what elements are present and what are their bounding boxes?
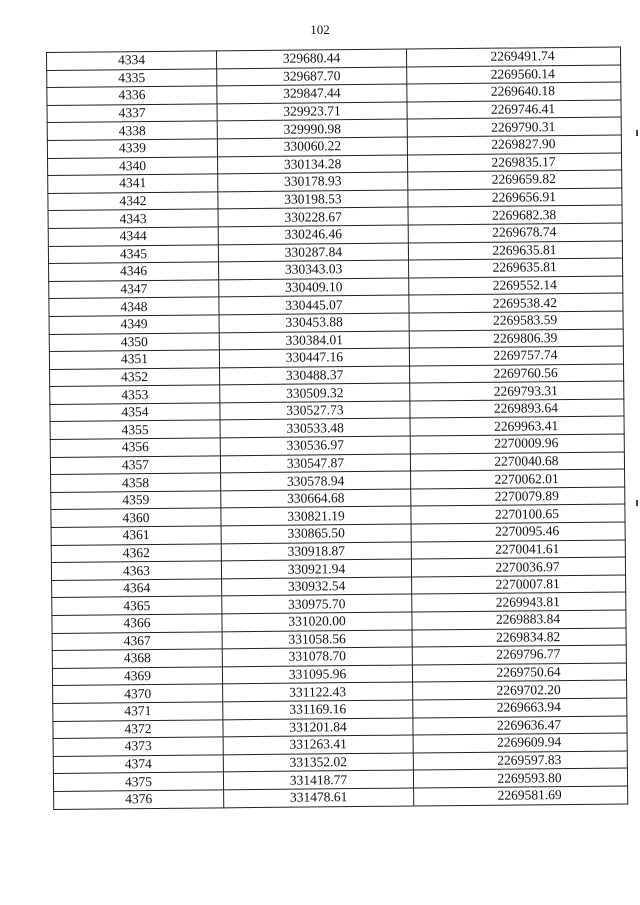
x-coordinate-cell: 329687.70 xyxy=(217,67,407,86)
x-coordinate-cell: 330287.84 xyxy=(218,243,408,262)
y-coordinate-cell: 2269963.41 xyxy=(410,416,624,436)
x-coordinate-cell: 330536.97 xyxy=(220,436,410,455)
point-number-cell: 4339 xyxy=(47,139,217,158)
point-number-cell: 4363 xyxy=(51,561,221,580)
y-coordinate-cell: 2269757.74 xyxy=(409,346,623,366)
y-coordinate-cell: 2269682.38 xyxy=(408,205,622,225)
x-coordinate-cell: 331478.61 xyxy=(224,788,414,807)
x-coordinate-cell: 330509.32 xyxy=(220,383,410,402)
y-coordinate-cell: 2269746.41 xyxy=(407,100,621,120)
page-number: 102 xyxy=(310,22,330,37)
y-coordinate-cell: 2269581.69 xyxy=(414,786,628,806)
y-coordinate-cell: 2269835.17 xyxy=(408,153,622,173)
point-number-cell: 4348 xyxy=(49,297,219,316)
point-number-cell: 4341 xyxy=(48,174,218,193)
y-coordinate-cell: 2269609.94 xyxy=(413,733,627,753)
point-number-cell: 4353 xyxy=(50,385,220,404)
point-number-cell: 4342 xyxy=(48,192,218,211)
point-number-cell: 4361 xyxy=(51,526,221,545)
point-number-cell: 4375 xyxy=(53,772,223,791)
y-coordinate-cell: 2269760.56 xyxy=(410,364,624,384)
x-coordinate-cell: 329680.44 xyxy=(216,49,406,68)
x-coordinate-cell: 330228.67 xyxy=(218,207,408,226)
x-coordinate-cell: 331095.96 xyxy=(222,665,412,684)
x-coordinate-cell: 330134.28 xyxy=(218,155,408,174)
coordinates-table-body xyxy=(47,47,628,809)
point-number-cell: 4362 xyxy=(51,543,221,562)
x-coordinate-cell: 331352.02 xyxy=(223,753,413,772)
y-coordinate-cell: 2269656.91 xyxy=(408,188,622,208)
y-coordinate-cell: 2269678.74 xyxy=(408,223,622,243)
y-coordinate-cell: 2269593.80 xyxy=(413,768,627,788)
x-coordinate-cell: 331058.56 xyxy=(222,630,412,649)
point-number-cell: 4344 xyxy=(48,227,218,246)
x-coordinate-cell: 331078.70 xyxy=(222,647,412,666)
point-number-cell: 4335 xyxy=(47,68,217,87)
y-coordinate-cell: 2270041.61 xyxy=(411,540,625,560)
y-coordinate-cell: 2269597.83 xyxy=(413,751,627,771)
point-number-cell: 4364 xyxy=(52,579,222,598)
x-coordinate-cell: 330246.46 xyxy=(218,225,408,244)
y-coordinate-cell: 2269640.18 xyxy=(407,82,621,102)
y-coordinate-cell: 2269806.39 xyxy=(409,328,623,348)
y-coordinate-cell: 2269834.82 xyxy=(412,628,626,648)
y-coordinate-cell: 2269636.47 xyxy=(413,716,627,736)
point-number-cell: 4347 xyxy=(49,280,219,299)
y-coordinate-cell: 2270036.97 xyxy=(411,557,625,577)
x-coordinate-cell: 330975.70 xyxy=(222,594,412,613)
point-number-cell: 4355 xyxy=(50,420,220,439)
point-number-cell: 4357 xyxy=(50,456,220,475)
point-number-cell: 4359 xyxy=(51,491,221,510)
y-coordinate-cell: 2269796.77 xyxy=(412,645,626,665)
point-number-cell: 4352 xyxy=(50,368,220,387)
point-number-cell: 4365 xyxy=(52,596,222,615)
point-number-cell: 4350 xyxy=(49,332,219,351)
x-coordinate-cell: 329847.44 xyxy=(217,84,407,103)
y-coordinate-cell: 2270100.65 xyxy=(411,504,625,524)
point-number-cell: 4374 xyxy=(53,755,223,774)
x-coordinate-cell: 330921.94 xyxy=(221,559,411,578)
x-coordinate-cell: 330932.54 xyxy=(222,577,412,596)
x-coordinate-cell: 330821.19 xyxy=(221,506,411,525)
point-number-cell: 4346 xyxy=(49,262,219,281)
point-number-cell: 4360 xyxy=(51,508,221,527)
y-coordinate-cell: 2269893.64 xyxy=(410,399,624,419)
point-number-cell: 4367 xyxy=(52,631,222,650)
y-coordinate-cell: 2269659.82 xyxy=(408,170,622,190)
x-coordinate-cell: 330664.68 xyxy=(221,489,411,508)
x-coordinate-cell: 331169.16 xyxy=(223,700,413,719)
x-coordinate-cell: 330488.37 xyxy=(220,366,410,385)
y-coordinate-cell: 2269702.20 xyxy=(413,680,627,700)
y-coordinate-cell: 2270007.81 xyxy=(412,575,626,595)
y-coordinate-cell: 2269663.94 xyxy=(413,698,627,718)
point-number-cell: 4345 xyxy=(48,244,218,263)
x-coordinate-cell: 330198.53 xyxy=(218,190,408,209)
point-number-cell: 4373 xyxy=(53,737,223,756)
coordinates-table-wrapper xyxy=(46,46,627,809)
point-number-cell: 4370 xyxy=(53,684,223,703)
x-coordinate-cell: 330533.48 xyxy=(220,418,410,437)
point-number-cell: 4372 xyxy=(53,719,223,738)
y-coordinate-cell: 2269635.81 xyxy=(408,241,622,261)
point-number-cell: 4343 xyxy=(48,209,218,228)
x-coordinate-cell: 330343.03 xyxy=(219,260,409,279)
x-coordinate-cell: 329923.71 xyxy=(217,102,407,121)
point-number-cell: 4336 xyxy=(47,86,217,105)
point-number-cell: 4337 xyxy=(47,104,217,123)
y-coordinate-cell: 2270095.46 xyxy=(411,522,625,542)
x-coordinate-cell: 330178.93 xyxy=(218,172,408,191)
y-coordinate-cell: 2269943.81 xyxy=(412,592,626,612)
y-coordinate-cell: 2269552.14 xyxy=(409,276,623,296)
x-coordinate-cell: 330527.73 xyxy=(220,401,410,420)
x-coordinate-cell: 331020.00 xyxy=(222,612,412,631)
y-coordinate-cell: 2269790.31 xyxy=(407,117,621,137)
point-number-cell: 4340 xyxy=(48,156,218,175)
point-number-cell: 4369 xyxy=(52,667,222,686)
y-coordinate-cell: 2269538.42 xyxy=(409,293,623,313)
y-coordinate-cell: 2270079.89 xyxy=(411,487,625,507)
point-number-cell: 4349 xyxy=(49,315,219,334)
x-coordinate-cell: 331263.41 xyxy=(223,735,413,754)
x-coordinate-cell: 330918.87 xyxy=(221,542,411,561)
y-coordinate-cell: 2269750.64 xyxy=(412,663,626,683)
y-coordinate-cell: 2269883.84 xyxy=(412,610,626,630)
coordinates-table xyxy=(46,46,628,809)
point-number-cell: 4366 xyxy=(52,614,222,633)
point-number-cell: 4338 xyxy=(47,121,217,140)
scan-edge-mark xyxy=(636,500,638,506)
y-coordinate-cell: 2269827.90 xyxy=(407,135,621,155)
y-coordinate-cell: 2269560.14 xyxy=(407,65,621,85)
point-number-cell: 4358 xyxy=(51,473,221,492)
scan-edge-mark xyxy=(636,130,638,136)
x-coordinate-cell: 330445.07 xyxy=(219,295,409,314)
point-number-cell: 4368 xyxy=(52,649,222,668)
y-coordinate-cell: 2270062.01 xyxy=(411,469,625,489)
x-coordinate-cell: 330384.01 xyxy=(219,331,409,350)
y-coordinate-cell: 2269583.59 xyxy=(409,311,623,331)
x-coordinate-cell: 331201.84 xyxy=(223,718,413,737)
y-coordinate-cell: 2269793.31 xyxy=(410,381,624,401)
x-coordinate-cell: 330865.50 xyxy=(221,524,411,543)
y-coordinate-cell: 2269491.74 xyxy=(406,47,620,67)
x-coordinate-cell: 331122.43 xyxy=(223,682,413,701)
point-number-cell: 4356 xyxy=(50,438,220,457)
point-number-cell: 4351 xyxy=(49,350,219,369)
point-number-cell: 4354 xyxy=(50,403,220,422)
x-coordinate-cell: 330547.87 xyxy=(220,454,410,473)
y-coordinate-cell: 2269635.81 xyxy=(409,258,623,278)
point-number-cell: 4334 xyxy=(47,51,217,70)
x-coordinate-cell: 330060.22 xyxy=(217,137,407,156)
point-number-cell: 4376 xyxy=(54,790,224,809)
y-coordinate-cell: 2270009.96 xyxy=(410,434,624,454)
y-coordinate-cell: 2270040.68 xyxy=(410,452,624,472)
point-number-cell: 4371 xyxy=(53,702,223,721)
x-coordinate-cell: 330578.94 xyxy=(221,471,411,490)
x-coordinate-cell: 330453.88 xyxy=(219,313,409,332)
x-coordinate-cell: 329990.98 xyxy=(217,119,407,138)
x-coordinate-cell: 330409.10 xyxy=(219,278,409,297)
x-coordinate-cell: 331418.77 xyxy=(223,770,413,789)
x-coordinate-cell: 330447.16 xyxy=(219,348,409,367)
